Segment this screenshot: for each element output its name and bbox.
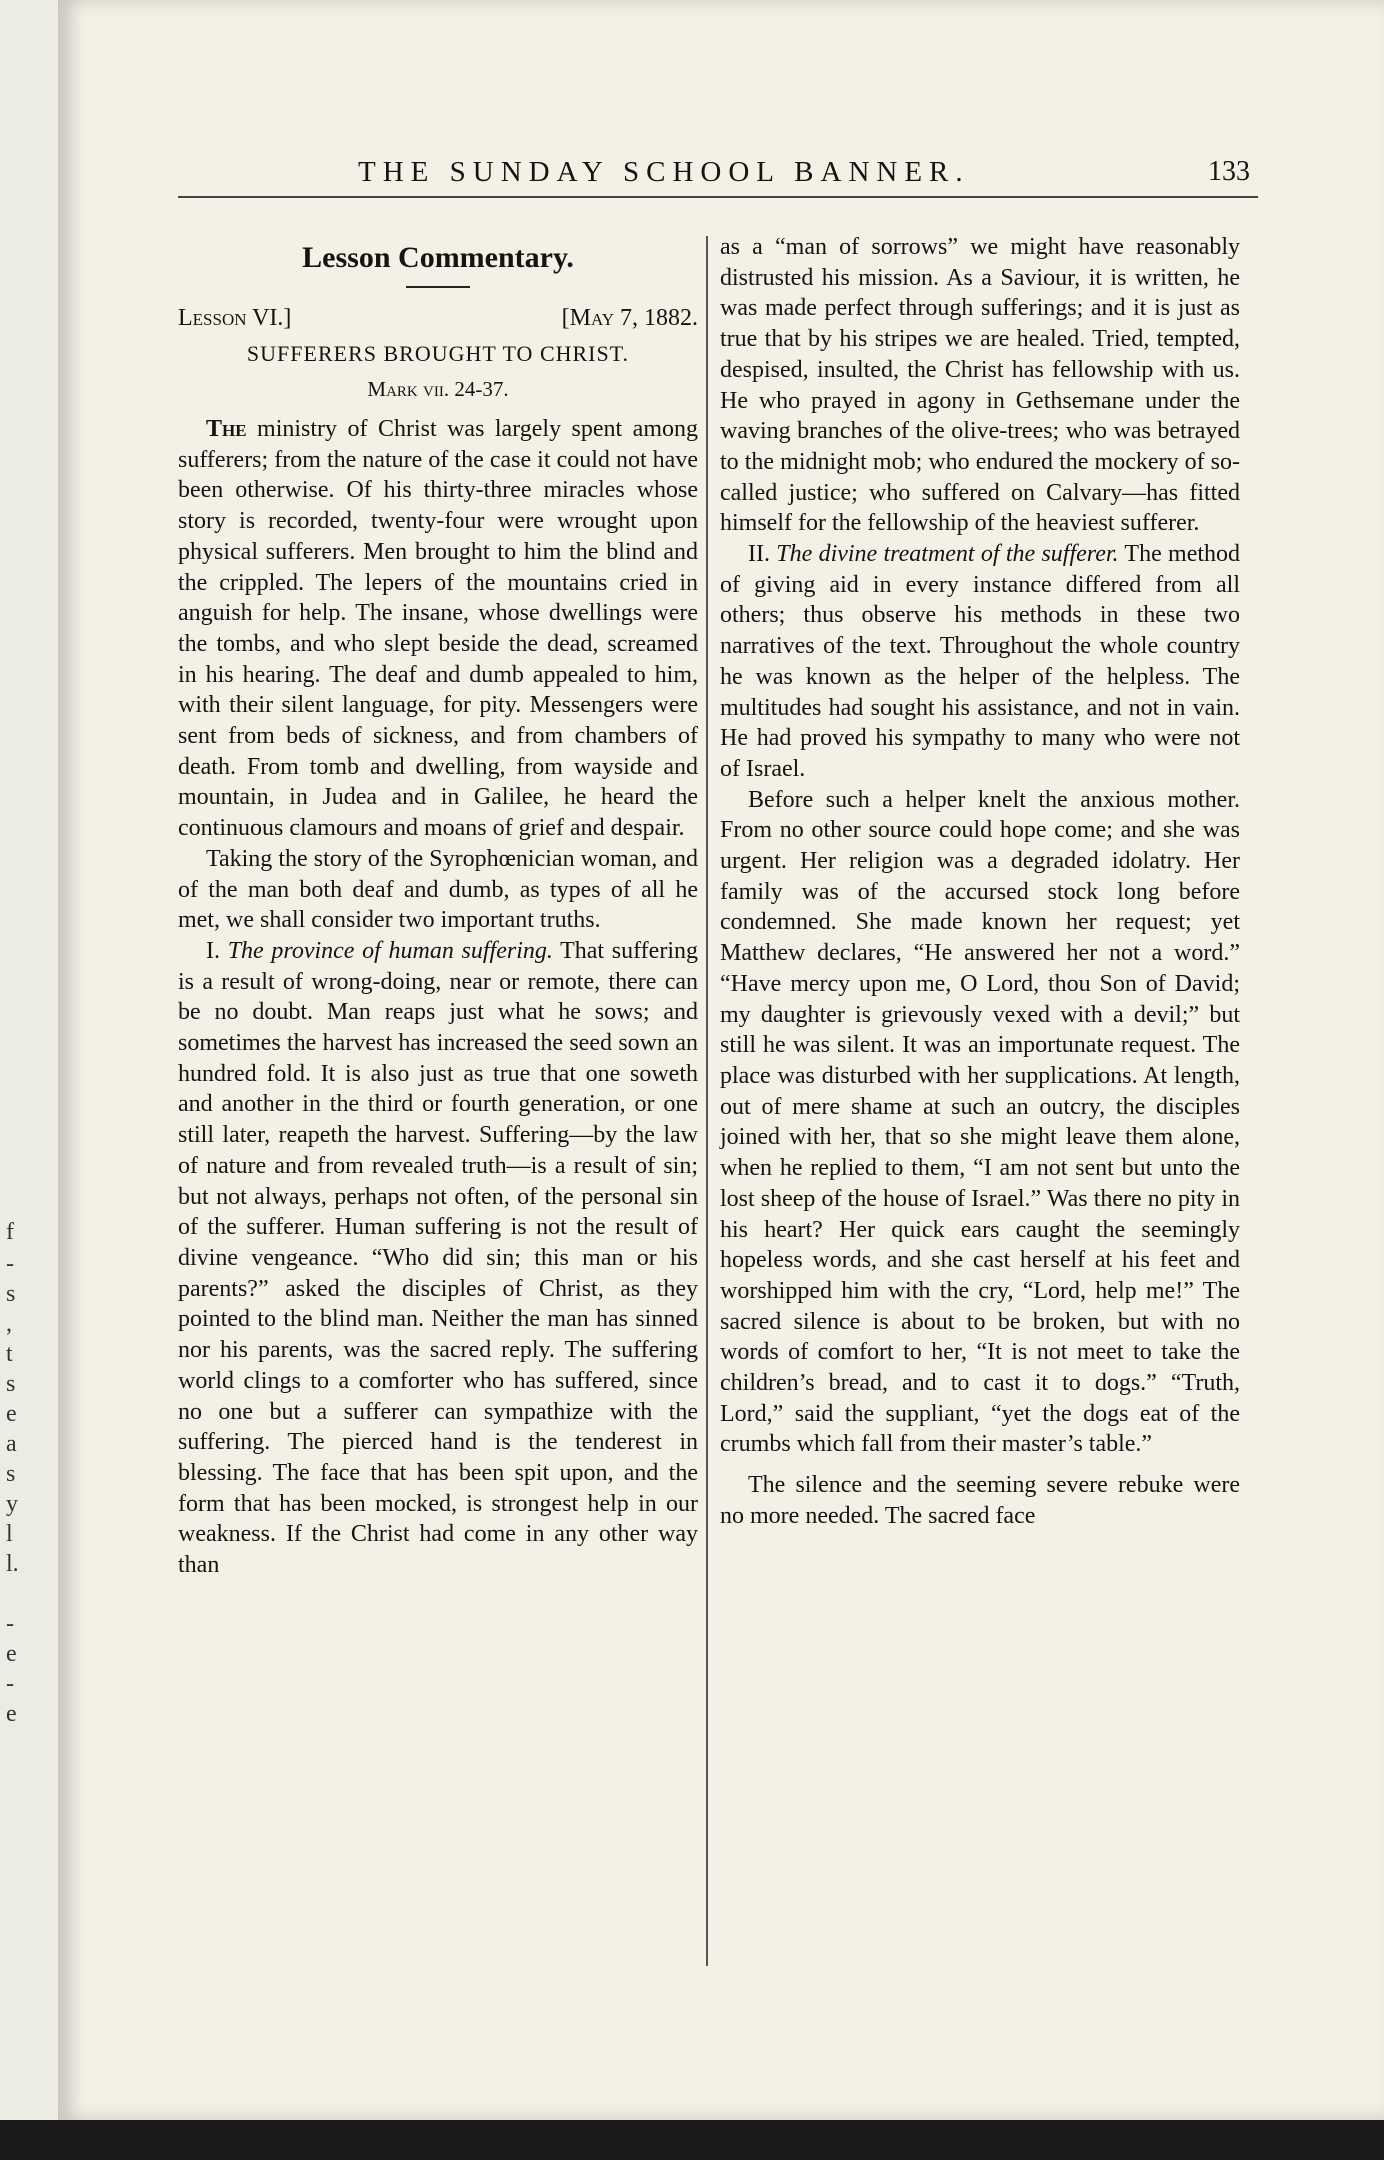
- margin-fragment: ,: [6, 1311, 12, 1337]
- margin-fragment: -: [6, 1671, 14, 1697]
- paragraph: [720, 539, 1240, 785]
- page-number: 133: [1208, 156, 1250, 187]
- margin-fragment: l.: [6, 1551, 19, 1577]
- margin-fragment: -: [6, 1611, 14, 1637]
- paragraph-lead-word: The: [206, 416, 247, 442]
- point-label: I.: [206, 937, 228, 964]
- lesson-line: [178, 302, 698, 334]
- paragraph: Before such a helper knelt the anxious mother. From no other source could hope come; and she was urgent. Her religion was a degraded idolatry. Her family was of the accursed stock long before condemned. She made known her request; yet Matthew declares, “He answered her not a word.” “Have mercy upon me, O Lord, thou Son of David; my daughter is grievously vexed with a devil;” but still he was silent. It was an importunate request. The place was disturbed with her supplications. At length, out of mere shame at such an outcry, the disciples joined with her, that so she might leave them alone, when he replied to them, “I am not sent but unto the lost sheep of the house of Israel.” Was there no pity in his heart? Her quick ears caught the seemingly hopeless words, and she cast herself at his feet and worshipped him with the cry, “Lord, help me!” The sacred silence is about to be broken, but with no words of comfort to her, “It is not meet to take the children’s bread, and to cast it to dogs.” “Truth, Lord,” said the suppliant, “yet the dogs eat of the crumbs which fall from their master’s table.”: [720, 786, 1240, 1458]
- margin-fragment: f: [6, 1219, 14, 1245]
- lesson-subject: SUFFERERS BROUGHT TO CHRIST.: [246, 341, 630, 366]
- lesson-number: Lesson VI.]: [178, 305, 292, 331]
- title-rule: [406, 286, 470, 288]
- paragraph-text: ministry of Christ was largely spent among sufferers; from the nature of the case it could not have been otherwise. Of his thirty-three miracles whose story is recorded, twenty-four were wrought upon physical sufferers. Men brought to him the blind and the crippled. The lepers of the mountains cried in anguish for help. The insane, whose dwellings were the tombs, and who slept beside the dead, screamed in his hearing. The deaf and dumb appealed to him, with their silent language, for pity. Messengers were sent from beds of sickness, and from chambers of death. From tomb and dwelling, from wayside and mountain, in Judea and in Galilee, he heard the continuous clamours and moans of grief and despair.: [178, 416, 698, 842]
- margin-fragment: e: [6, 1701, 17, 1727]
- margin-fragment: t: [6, 1341, 13, 1367]
- paragraph: as a “man of sorrows” we might have reasonably distrusted his mission. As a Saviour, it is written, he was made perfect through sufferings; and it is just as true that by his stripes we are healed. Tried, tempted, despised, insulted, the Christ has fellowship with us. He who prayed in agony in Gethsemane under the waving branches of the olive-trees; who was betrayed to the midnight mob; who endured the mockery of so-called justice; who suffered on Calvary—has fitted himself for the fellowship of the heaviest sufferer.: [720, 234, 1240, 537]
- left-column: [178, 232, 698, 1581]
- margin-fragment: s: [6, 1461, 16, 1487]
- margin-fragment: e: [6, 1401, 17, 1427]
- point-heading: The divine treatment of the sufferer.: [776, 541, 1119, 568]
- header-title: THE SUNDAY SCHOOL BANNER.: [358, 156, 970, 188]
- margin-fragment: y: [6, 1491, 18, 1517]
- paragraph: [178, 936, 698, 1581]
- running-header: [178, 148, 1258, 198]
- point-label: II.: [748, 541, 777, 568]
- margin-fragment: s: [6, 1371, 16, 1397]
- adjacent-page-margin: [0, 0, 60, 2120]
- paragraph: [178, 414, 698, 844]
- margin-fragment: s: [6, 1281, 16, 1307]
- scripture-reference: Mark vii. 24-37.: [367, 377, 509, 401]
- lesson-date: [May 7, 1882.: [561, 305, 698, 331]
- margin-fragment: -: [6, 1251, 14, 1277]
- scan-edge: [0, 2120, 1384, 2160]
- section-title: Lesson Commentary.: [302, 241, 574, 274]
- paragraph-text: The method of giving aid in every instance differed from all others; thus observe his methods in these two narratives of the text. Throughout the whole country he was known as the helper of the helpless. The multitudes had sought his assistance, and not in vain. He had proved his sympathy to many who were not of Israel.: [720, 541, 1241, 782]
- column-divider: [706, 236, 708, 1966]
- paragraph: Taking the story of the Syrophœnician woman, and of the man both deaf and dumb, as types of all he met, we shall consider two important truths.: [178, 845, 698, 934]
- paragraph-text: That suffering is a result of wrong-doing, near or remote, there can be no doubt. Man reaps just what he sows; and sometimes the harvest has increased the seed sown an hundred fold. It is also just as true that one soweth and another in the third or fourth generation, or one still later, reapeth the harvest. Suffering—by the law of nature and from revealed truth—is a result of sin; but not always, perhaps not often, of the personal sin of the sufferer. Human suffering is not the result of divine vengeance. “Who did sin; this man or his parents?” asked the disciples of Christ, as they pointed to the blind man. Neither the man has sinned nor his parents, was the sacred reply. The suffering world clings to a comforter who has suffered, since no one but a sufferer can sympathize with the suffering. The pierced hand is the tenderest in blessing. The face that has been spit upon, and the form that has been mocked, is strongest help in our weakness. If the Christ had come in any other way than: [178, 937, 698, 1579]
- point-heading: The province of human suffering.: [227, 937, 553, 964]
- document-page: [58, 0, 1384, 2120]
- paragraph: The silence and the seeming severe rebuke were no more needed. The sacred face: [720, 1472, 1240, 1529]
- right-column: [720, 232, 1240, 1532]
- margin-fragment: a: [6, 1431, 17, 1457]
- margin-fragment: e: [6, 1641, 17, 1667]
- margin-fragment: l: [6, 1521, 13, 1547]
